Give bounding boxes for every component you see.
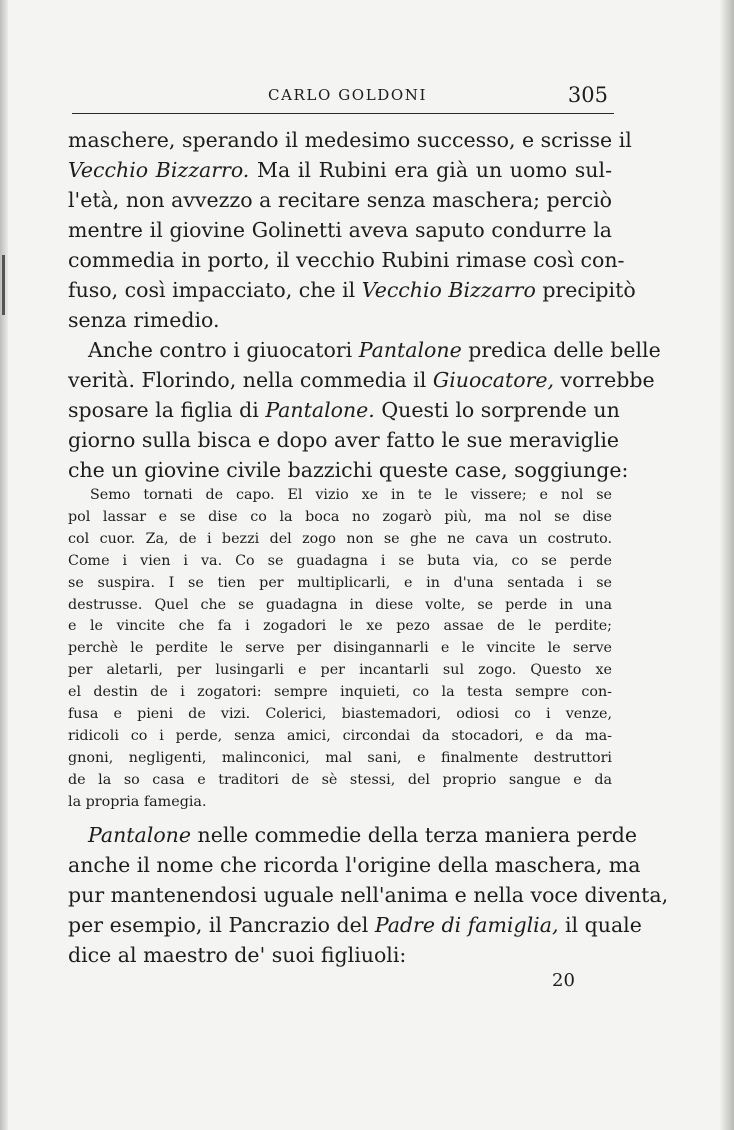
text-line: Anche contro i giuocatori Pantalone predica delle belle — [88, 338, 661, 362]
text-line: la propria famegia. — [68, 793, 207, 810]
text-line: dice al maestro de' suoi figliuoli: — [68, 943, 407, 967]
text-line: mentre il giovine Golinetti aveva saputo condurre la — [68, 218, 612, 242]
page-edge-left — [0, 0, 8, 1130]
text-line: el destin de i zogatori: sempre inquieti, co la testa sempre con- — [68, 684, 612, 701]
page-number: 305 — [567, 83, 608, 107]
text-line: gnoni, negligenti, malinconici, mal sani, e finalmente destruttori — [68, 749, 612, 766]
text-line: fusa e pieni de vizi. Colerici, biastemadori, odiosi co i venze, — [68, 706, 612, 723]
italic-title: Giuocatore, — [432, 368, 555, 392]
running-head — [68, 83, 614, 109]
italic-title: Pantalone. — [265, 398, 375, 422]
italic-title: Padre di famiglia, — [374, 913, 559, 937]
paragraph — [68, 335, 661, 485]
italic-title: Pantalone — [88, 823, 191, 847]
text-line: giorno sulla bisca e dopo aver fatto le sue meraviglie — [68, 428, 620, 452]
text-line: l'età, non avvezzo a recitare senza maschera; perciò — [68, 188, 612, 212]
text-line: sposare la figlia di Pantalone. Questi lo sorprende un — [68, 398, 620, 422]
text-line: senza rimedio. — [68, 308, 220, 332]
text-line: se suspira. I se tien per multiplicarli, e in d'una sentada i se — [68, 574, 612, 591]
text-line: ridicoli co i perde, senza amici, circondai da stocadori, e da ma- — [68, 727, 612, 744]
text-line: Pantalone nelle commedie della terza maniera perde — [88, 823, 637, 847]
italic-title: Vecchio Bizzarro. — [68, 158, 250, 182]
binding-mark — [2, 255, 5, 315]
text-line: commedia in porto, il vecchio Rubini rimase così con- — [68, 248, 625, 272]
text-line: per esempio, il Pancrazio del Padre di famiglia, il quale — [68, 913, 642, 937]
text-line: perchè le perdite le serve per disingannarli e le vincite le serve — [68, 640, 612, 657]
page-edge-right — [720, 0, 734, 1130]
text-line: Vecchio Bizzarro. Ma il Rubini era già un uomo sul- — [68, 158, 612, 182]
text-line: de la so casa e traditori de sè stessi, del proprio sangue e da — [68, 771, 612, 788]
text-line: destrusse. Quel che se guadagna in diese volte, se perde in una — [68, 596, 612, 613]
text-line: pur mantenendosi uguale nell'anima e nella voce diventa, — [68, 883, 669, 907]
text-line: che un giovine civile bazzichi queste case, soggiunge: — [68, 458, 629, 482]
text-line: Come i vien i va. Co se guadagna i se buta via, co se perde — [68, 552, 612, 569]
text-line: e le vincite che fa i zogadori le xe pezo assae de le perdite; — [68, 618, 612, 635]
block-quote — [68, 485, 612, 814]
paragraph — [68, 125, 636, 335]
header-rule — [72, 113, 614, 114]
text-line: anche il nome che ricorda l'origine della maschera, ma — [68, 853, 641, 877]
text-line: col cuor. Za, de i bezzi del zogo non se ghe ne cava un costruto. — [68, 530, 612, 547]
text-line: per aletarli, per lusingarli e per incantarli sul zogo. Questo xe — [68, 662, 612, 679]
italic-title: Pantalone — [358, 338, 462, 362]
text-line: maschere, sperando il medesimo successo, e scrisse il — [68, 128, 632, 152]
text-line: pol lassar e se dise co la boca no zogarò più, ma nol se dise — [68, 508, 612, 525]
text-line: fuso, così impacciato, che il Vecchio Bizzarro precipitò — [68, 278, 636, 302]
running-head-author: CARLO GOLDONI — [268, 86, 428, 104]
paragraph — [68, 820, 669, 970]
signature-mark: 20 — [552, 970, 575, 991]
text-line: verità. Florindo, nella commedia il Giuocatore, vorrebbe — [68, 368, 655, 392]
text-line: Semo tornati de capo. El vizio xe in te le vissere; e nol se — [90, 487, 612, 503]
italic-title: Vecchio Bizzarro — [361, 278, 536, 302]
